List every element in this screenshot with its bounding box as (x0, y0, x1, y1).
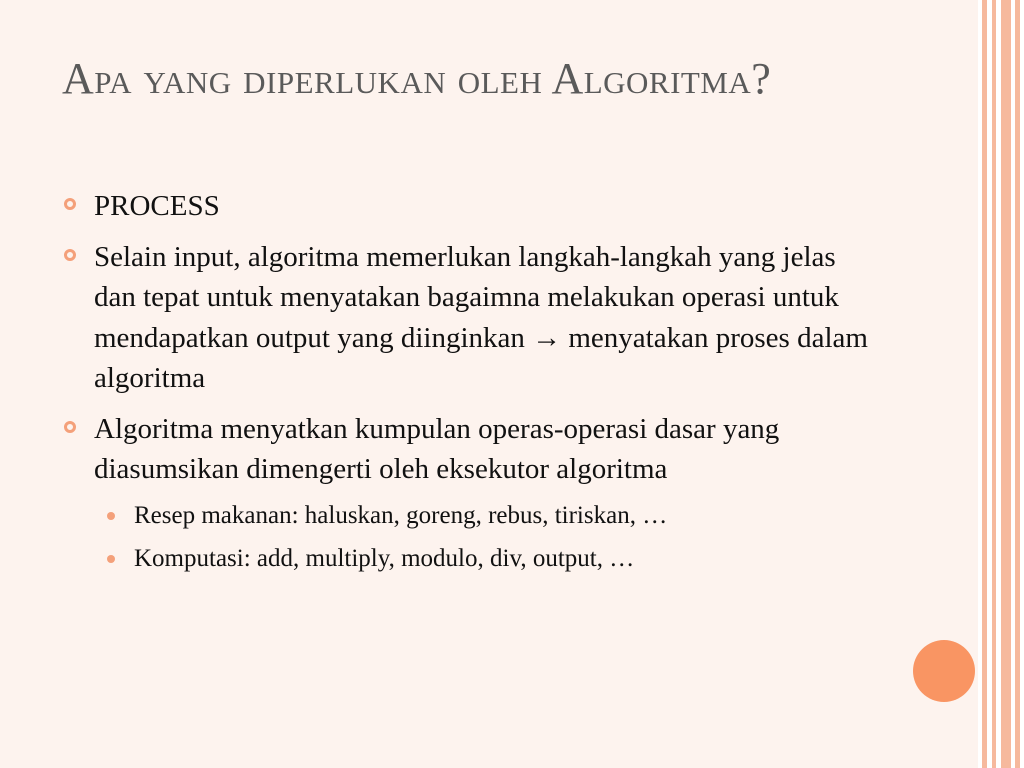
bullet-item (62, 409, 872, 490)
ring-bullet-icon (64, 421, 76, 433)
sub-bullet-text: Resep makanan: haluskan, goreng, rebus, tiriskan, … (134, 501, 668, 529)
slide-title: Apa yang diperlukan oleh Algoritma? (62, 54, 772, 103)
bullet-item (62, 237, 872, 399)
dot-bullet-icon (107, 512, 115, 520)
bullet-text: PROCESS (94, 190, 220, 222)
sub-bullet-item (102, 498, 872, 533)
sub-bullet-text: Komputasi: add, multiply, modulo, div, output, … (134, 544, 635, 572)
decorative-circle (913, 640, 975, 702)
bullet-text: Algoritma menyatkan kumpulan operas-operasi dasar yang diasumsikan dimengerti oleh eksekutor algoritma (94, 412, 780, 485)
ring-bullet-icon (64, 198, 76, 210)
decorative-stripes (978, 0, 1024, 768)
bullet-item (62, 186, 872, 227)
sub-bullet-item (102, 541, 872, 576)
bullet-text: Selain input, algoritma memerlukan langkah-langkah yang jelas dan tepat untuk menyatakan bagaimna melakukan operasi untuk mendapatkan output yang diinginkan → menyatakan proses dalam algoritma (94, 240, 868, 394)
ring-bullet-icon (64, 249, 76, 261)
stripes-graphic (978, 0, 1024, 768)
dot-bullet-icon (107, 555, 115, 563)
slide-content (62, 186, 872, 584)
sub-bullet-list (102, 498, 872, 576)
